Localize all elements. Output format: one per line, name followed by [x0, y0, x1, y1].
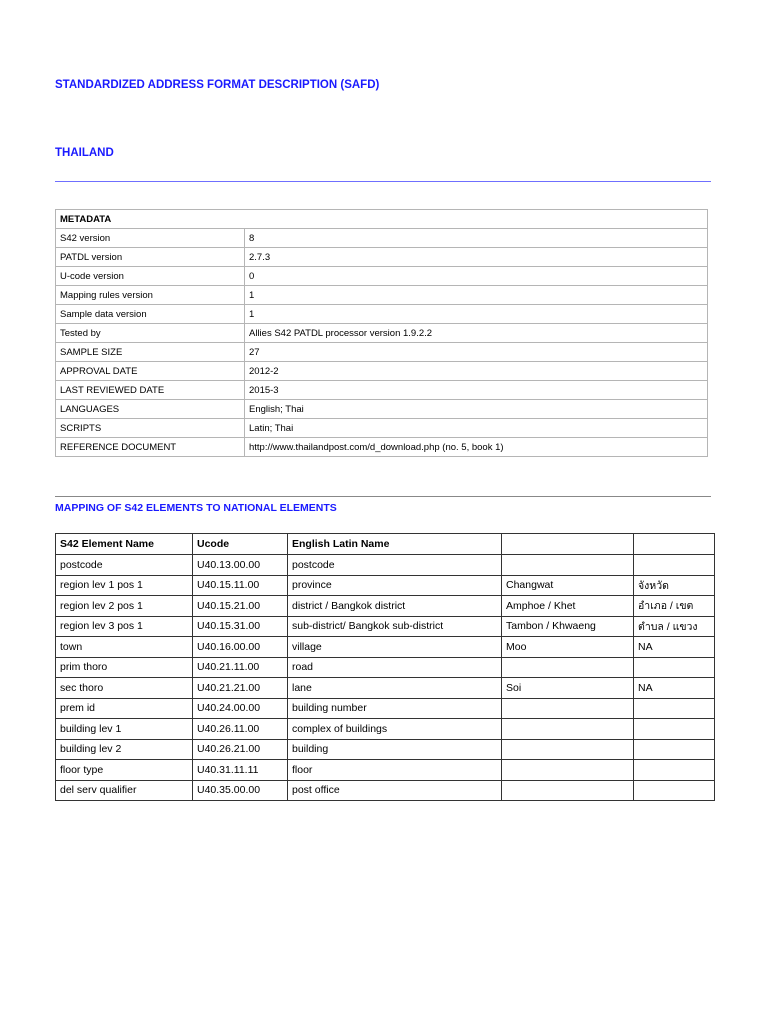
mapping-cell: ตำบล / แขวง: [634, 616, 715, 637]
mapping-cell: [502, 698, 634, 719]
mapping-cell: region lev 3 pos 1: [56, 616, 193, 637]
metadata-row: [56, 438, 708, 457]
mapping-cell: [634, 739, 715, 760]
mapping-cell: U40.15.31.00: [193, 616, 288, 637]
metadata-label: REFERENCE DOCUMENT: [56, 438, 245, 457]
mapping-row: [56, 739, 715, 760]
metadata-label: LANGUAGES: [56, 400, 245, 419]
mapping-cell: floor: [288, 760, 502, 781]
mapping-cell: post office: [288, 780, 502, 801]
mapping-cell: U40.31.11.11: [193, 760, 288, 781]
mapping-cell: region lev 1 pos 1: [56, 575, 193, 596]
mapping-cell: prim thoro: [56, 657, 193, 678]
metadata-label: Mapping rules version: [56, 286, 245, 305]
mapping-cell: complex of buildings: [288, 719, 502, 740]
metadata-row: [56, 229, 708, 248]
metadata-row: [56, 248, 708, 267]
mapping-cell: U40.13.00.00: [193, 555, 288, 576]
mapping-cell: [634, 555, 715, 576]
mapping-cell: village: [288, 637, 502, 658]
column-header: [634, 534, 715, 555]
mapping-cell: Amphoe / Khet: [502, 596, 634, 617]
metadata-label: SCRIPTS: [56, 419, 245, 438]
mapping-cell: road: [288, 657, 502, 678]
metadata-table: [55, 209, 708, 457]
mapping-row: [56, 719, 715, 740]
metadata-row: [56, 400, 708, 419]
mapping-cell: Changwat: [502, 575, 634, 596]
mapping-cell: sub-district/ Bangkok sub-district: [288, 616, 502, 637]
metadata-row: [56, 305, 708, 324]
mapping-cell: prem id: [56, 698, 193, 719]
mapping-cell: U40.35.00.00: [193, 780, 288, 801]
metadata-value: 2015-3: [245, 381, 708, 400]
metadata-label: Sample data version: [56, 305, 245, 324]
country-heading: THAILAND: [55, 147, 114, 159]
mapping-cell: U40.26.21.00: [193, 739, 288, 760]
mapping-cell: Tambon / Khwaeng: [502, 616, 634, 637]
metadata-label: APPROVAL DATE: [56, 362, 245, 381]
mapping-cell: [502, 719, 634, 740]
mapping-cell: [634, 760, 715, 781]
metadata-row: [56, 267, 708, 286]
column-header: English Latin Name: [288, 534, 502, 555]
metadata-row: [56, 343, 708, 362]
metadata-row: [56, 381, 708, 400]
metadata-label: Tested by: [56, 324, 245, 343]
mapping-cell: [634, 719, 715, 740]
document-title: STANDARDIZED ADDRESS FORMAT DESCRIPTION (SAFD): [55, 79, 380, 91]
mapping-row: [56, 678, 715, 699]
mapping-title: MAPPING OF S42 ELEMENTS TO NATIONAL ELEMENTS: [55, 502, 337, 514]
metadata-value: English; Thai: [245, 400, 708, 419]
mapping-row: [56, 698, 715, 719]
column-header: [502, 534, 634, 555]
mapping-cell: [634, 657, 715, 678]
metadata-value: 0: [245, 267, 708, 286]
section-divider: [55, 496, 711, 497]
metadata-row: [56, 286, 708, 305]
mapping-table: [55, 533, 715, 801]
metadata-row: [56, 324, 708, 343]
mapping-cell: sec thoro: [56, 678, 193, 699]
mapping-cell: lane: [288, 678, 502, 699]
mapping-row: [56, 616, 715, 637]
metadata-label: PATDL version: [56, 248, 245, 267]
mapping-cell: building: [288, 739, 502, 760]
mapping-cell: NA: [634, 637, 715, 658]
mapping-cell: U40.21.11.00: [193, 657, 288, 678]
mapping-cell: province: [288, 575, 502, 596]
metadata-value: 1: [245, 305, 708, 324]
mapping-cell: U40.16.00.00: [193, 637, 288, 658]
mapping-cell: U40.26.11.00: [193, 719, 288, 740]
mapping-cell: Soi: [502, 678, 634, 699]
metadata-label: S42 version: [56, 229, 245, 248]
mapping-cell: building lev 2: [56, 739, 193, 760]
metadata-value: Latin; Thai: [245, 419, 708, 438]
metadata-value: 2012-2: [245, 362, 708, 381]
mapping-cell: จังหวัด: [634, 575, 715, 596]
mapping-header-row: [56, 534, 715, 555]
metadata-row: [56, 362, 708, 381]
mapping-cell: [634, 780, 715, 801]
section-divider: [55, 181, 711, 182]
mapping-row: [56, 555, 715, 576]
mapping-row: [56, 575, 715, 596]
mapping-cell: [502, 739, 634, 760]
column-header: Ucode: [193, 534, 288, 555]
mapping-cell: [502, 555, 634, 576]
mapping-cell: อำเภอ / เขต: [634, 596, 715, 617]
mapping-row: [56, 596, 715, 617]
metadata-value: 2.7.3: [245, 248, 708, 267]
mapping-cell: U40.15.11.00: [193, 575, 288, 596]
metadata-label: LAST REVIEWED DATE: [56, 381, 245, 400]
metadata-value: 1: [245, 286, 708, 305]
mapping-cell: building lev 1: [56, 719, 193, 740]
mapping-cell: building number: [288, 698, 502, 719]
mapping-cell: [502, 760, 634, 781]
mapping-row: [56, 760, 715, 781]
metadata-value: http://www.thailandpost.com/d_download.php (no. 5, book 1): [245, 438, 708, 457]
mapping-cell: [634, 698, 715, 719]
mapping-row: [56, 637, 715, 658]
mapping-cell: postcode: [288, 555, 502, 576]
mapping-row: [56, 780, 715, 801]
mapping-cell: U40.21.21.00: [193, 678, 288, 699]
mapping-cell: NA: [634, 678, 715, 699]
metadata-row: [56, 419, 708, 438]
mapping-cell: floor type: [56, 760, 193, 781]
metadata-value: 27: [245, 343, 708, 362]
column-header: S42 Element Name: [56, 534, 193, 555]
metadata-header-row: [56, 210, 708, 229]
mapping-cell: region lev 2 pos 1: [56, 596, 193, 617]
metadata-label: SAMPLE SIZE: [56, 343, 245, 362]
metadata-value: 8: [245, 229, 708, 248]
metadata-value: Allies S42 PATDL processor version 1.9.2.2: [245, 324, 708, 343]
mapping-row: [56, 657, 715, 678]
mapping-cell: del serv qualifier: [56, 780, 193, 801]
mapping-cell: [502, 780, 634, 801]
mapping-cell: U40.24.00.00: [193, 698, 288, 719]
mapping-cell: Moo: [502, 637, 634, 658]
mapping-cell: U40.15.21.00: [193, 596, 288, 617]
metadata-header: METADATA: [56, 210, 708, 229]
mapping-cell: [502, 657, 634, 678]
mapping-cell: district / Bangkok district: [288, 596, 502, 617]
mapping-cell: postcode: [56, 555, 193, 576]
metadata-label: U-code version: [56, 267, 245, 286]
mapping-cell: town: [56, 637, 193, 658]
